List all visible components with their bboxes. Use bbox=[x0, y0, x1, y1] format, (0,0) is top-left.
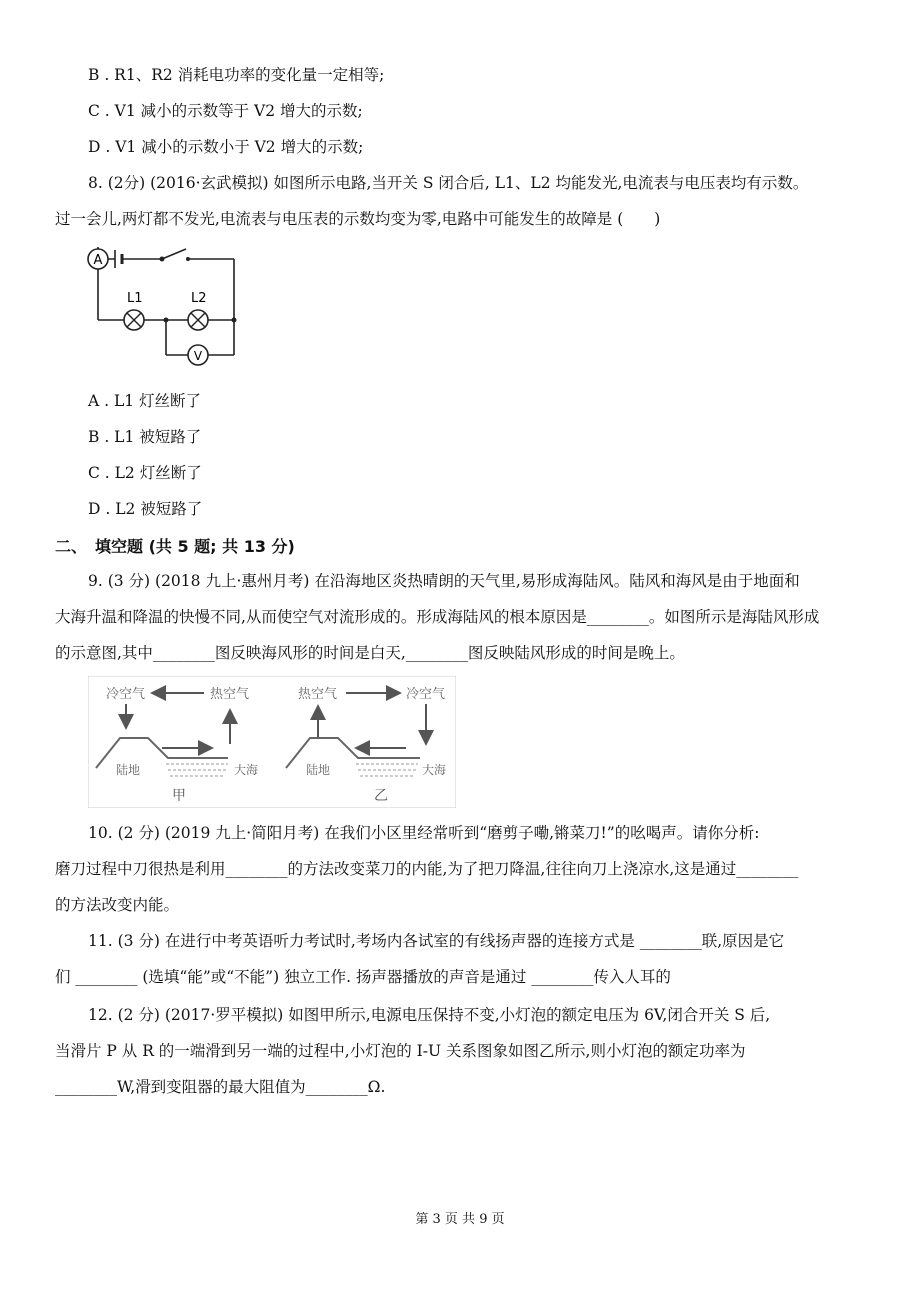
q7-option-b: B . R1、R2 消耗电功率的变化量一定相等; bbox=[88, 66, 385, 84]
q8-option-a: A . L1 灯丝断了 bbox=[88, 392, 202, 410]
jia-land-label: 陆地 bbox=[116, 763, 141, 777]
q12-stem-line1: 12. (2 分) (2017·罗平模拟) 如图甲所示,电源电压保持不变,小灯泡的额定电压为 6V,闭合开关 S 后, bbox=[88, 1006, 771, 1024]
switch-pivot bbox=[160, 257, 165, 262]
q11-stem-line1: 11. (3 分) 在进行中考英语听力考试时,考场内各试室的有线扬声器的连接方式是 ________联,原因是它 bbox=[88, 932, 785, 950]
q8-option-c: C . L2 灯丝断了 bbox=[88, 464, 202, 482]
lamp-l2-label: L2 bbox=[191, 291, 207, 306]
ammeter-label: A bbox=[93, 253, 103, 268]
q8-stem-line2: 过一会儿,两灯都不发光,电流表与电压表的示数均变为零,电路中可能发生的故障是 ( ) bbox=[55, 210, 661, 228]
yi-top-left-label: 热空气 bbox=[298, 687, 338, 702]
jia-top-right-label: 热空气 bbox=[210, 687, 250, 702]
q9-stem-line1: 9. (3 分) (2018 九上·惠州月考) 在沿海地区炎热晴朗的天气里,易形成海陆风。陆风和海风是由于地面和 bbox=[88, 572, 800, 590]
yi-land-label: 陆地 bbox=[306, 763, 331, 777]
sea-land-breeze-figure bbox=[88, 676, 456, 808]
q8-stem-line1: 8. (2分) (2016·玄武模拟) 如图所示电路,当开关 S 闭合后, L1、L2 均能发光,电流表与电压表均有示数。 bbox=[88, 174, 809, 192]
q12-stem-line3: ________W,滑到变阻器的最大阻值为________Ω. bbox=[55, 1078, 386, 1096]
q12-stem-line2: 当滑片 P 从 R 的一端滑到另一端的过程中,小灯泡的 I-U 关系图象如图乙所示,则小灯泡的额定功率为 bbox=[55, 1042, 746, 1060]
lamp-l1-label: L1 bbox=[127, 291, 143, 306]
jia-sea-label: 大海 bbox=[234, 763, 259, 777]
voltmeter-label: V bbox=[193, 349, 203, 363]
yi-sea-label: 大海 bbox=[422, 763, 447, 777]
yi-top-right-label: 冷空气 bbox=[406, 687, 446, 702]
page-footer: 第 3 页 共 9 页 bbox=[415, 1212, 505, 1227]
q10-stem-line2: 磨刀过程中刀很热是利用________的方法改变菜刀的内能,为了把刀降温,往往向刀上浇凉水,这是通过________ bbox=[55, 860, 799, 878]
q9-stem-line3: 的示意图,其中________图反映海风形的时间是白天,________图反映陆风形成的时间是晚上。 bbox=[55, 644, 685, 662]
section-2-heading: 二、 填空题 (共 5 题; 共 13 分) bbox=[55, 537, 295, 556]
jia-caption: 甲 bbox=[172, 788, 186, 804]
jia-top-left-label: 冷空气 bbox=[106, 687, 146, 702]
switch-blade bbox=[162, 249, 186, 259]
q10-stem-line3: 的方法改变内能。 bbox=[55, 896, 180, 914]
q11-stem-line2: 们 ________ (选填“能”或“不能”) 独立工作. 扬声器播放的声音是通过 ________传入人耳的 bbox=[55, 968, 671, 986]
q10-stem-line1: 10. (2 分) (2019 九上·简阳月考) 在我们小区里经常听到“磨剪子嘞,锵菜刀!”的吆喝声。请你分析: bbox=[88, 824, 760, 842]
q9-stem-line2: 大海升温和降温的快慢不同,从而使空气对流形成的。形成海陆风的根本原因是________。如图所示是海陆风形成 bbox=[55, 608, 820, 626]
yi-caption: 乙 bbox=[374, 788, 388, 804]
q7-option-d: D . V1 减小的示数小于 V2 增大的示数; bbox=[88, 138, 364, 156]
q8-option-b: B . L1 被短路了 bbox=[88, 428, 202, 446]
q7-option-c: C . V1 减小的示数等于 V2 增大的示数; bbox=[88, 102, 363, 120]
q8-option-d: D . L2 被短路了 bbox=[88, 500, 203, 518]
circuit-diagram bbox=[80, 242, 250, 372]
